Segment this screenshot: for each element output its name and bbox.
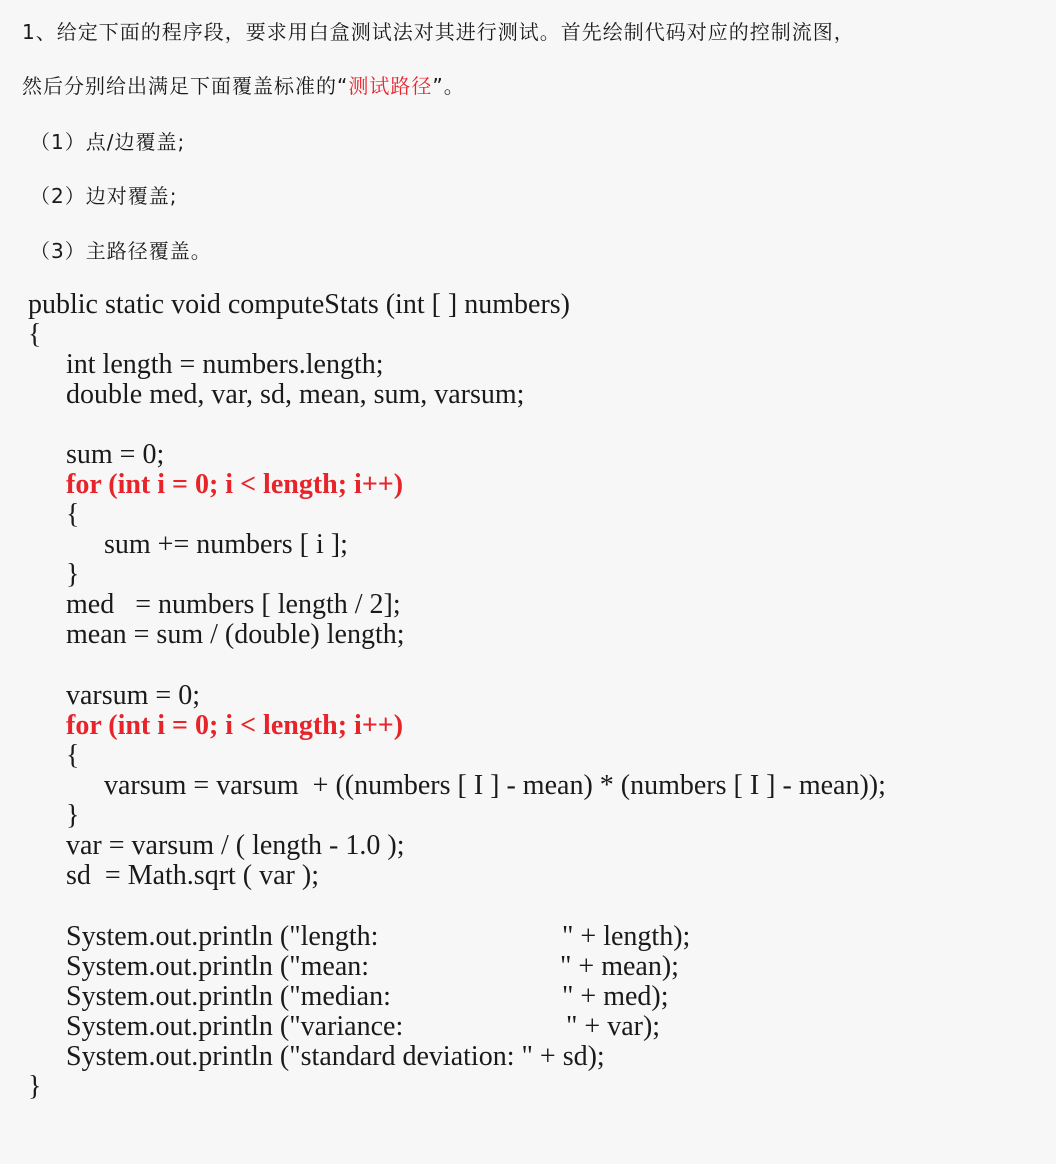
option-3: （3）主路径覆盖。	[30, 239, 212, 263]
code-for1-open: {	[66, 499, 80, 530]
code-sd: sd = Math.sqrt ( var );	[66, 860, 319, 891]
code-print-median: System.out.println ("median:	[66, 981, 391, 1012]
option-2: （2）边对覆盖;	[30, 184, 178, 208]
code-varsum-init: varsum = 0;	[66, 680, 200, 711]
code-var: var = varsum / ( length - 1.0 );	[66, 830, 405, 861]
code-close-brace: }	[28, 1071, 42, 1102]
code-open-brace: {	[28, 319, 42, 350]
code-decl-vars: double med, var, sd, mean, sum, varsum;	[66, 379, 525, 410]
code-print-variance: System.out.println ("variance:	[66, 1011, 404, 1042]
code-mean: mean = sum / (double) length;	[66, 619, 405, 650]
option-1: （1）点/边覆盖;	[30, 130, 186, 154]
code-print-mean: System.out.println ("mean:	[66, 951, 370, 982]
code-print-length-tail: " + length);	[562, 921, 691, 952]
code-for1-close: }	[66, 559, 80, 590]
code-print-length: System.out.println ("length:	[66, 921, 379, 952]
code-decl-length: int length = numbers.length;	[66, 349, 384, 380]
code-med: med = numbers [ length / 2];	[66, 589, 401, 620]
code-print-variance-tail: " + var);	[566, 1011, 661, 1042]
code-print-mean-tail: " + mean);	[560, 951, 679, 982]
code-sum-init: sum = 0;	[66, 439, 165, 470]
question-line-2-before: 然后分别给出满足下面覆盖标准的“	[22, 74, 349, 98]
code-for2-open: {	[66, 740, 80, 771]
code-for-loop-1: for (int i = 0; i < length; i++)	[66, 469, 404, 500]
code-for2-close: }	[66, 800, 80, 831]
question-line-2-after: ”。	[432, 74, 465, 98]
test-path-highlight: 测试路径	[348, 74, 433, 98]
code-sum-add: sum += numbers [ i ];	[104, 529, 348, 560]
code-print-median-tail: " + med);	[562, 981, 669, 1012]
code-for-loop-2: for (int i = 0; i < length; i++)	[66, 710, 404, 741]
code-signature: public static void computeStats (int [ ] numbers)	[28, 289, 571, 320]
code-print-sd: System.out.println ("standard deviation: " + sd);	[66, 1041, 605, 1072]
question-line-1: 1、给定下面的程序段，要求用白盒测试法对其进行测试。首先绘制代码对应的控制流图，	[22, 20, 855, 44]
code-varsum-add: varsum = varsum + ((numbers [ I ] - mean) * (numbers [ I ] - mean));	[104, 770, 886, 801]
